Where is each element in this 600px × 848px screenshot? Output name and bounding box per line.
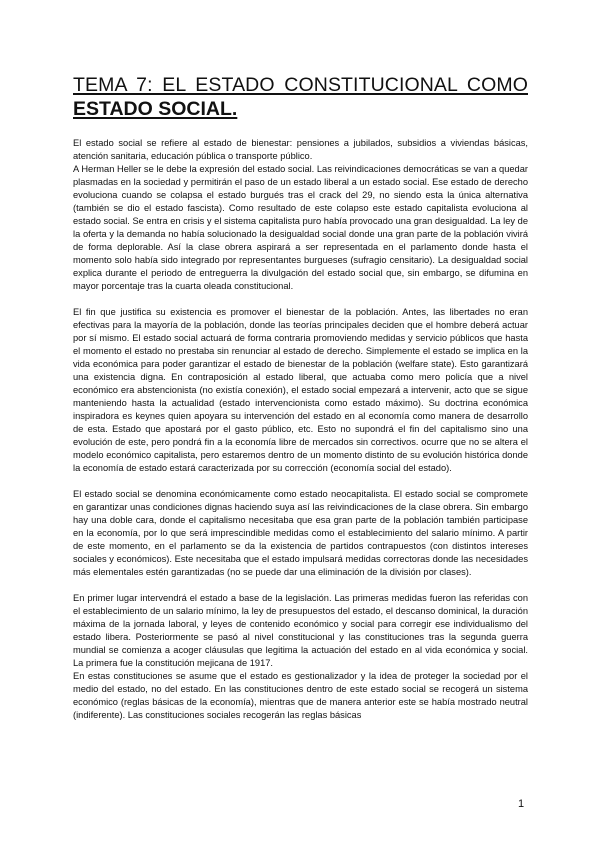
paragraph: En primer lugar intervendrá el estado a base de la legislación. Las primeras medidas fueron las referidas con el establecimiento de un salario mínimo, la ley de presupuestos del estado, el descanso dominical, la duración máxima de la jornada laboral, y leyes de contenido económico y social para corregir ese individualismo del estado libera. Posteriormente se pasó al nivel constitucional y las constituciones tras la segunda guerra mundial se comienza a acoger cláusulas que legitima la actuación del estado en al vida económica y social. La primera fue la constitución mejicana de 1917.	[73, 593, 528, 668]
paragraph: El estado social se refiere al estado de bienestar: pensiones a jubilados, subsidios a viviendas básicas, atención sanitaria, educación pública o transporte público.	[73, 138, 528, 161]
page-number: 1	[518, 798, 525, 810]
paragraph: El fin que justifica su existencia es promover el bienestar de la población. Antes, las libertades no eran efectivas para la mayoría de la población, donde las teorías principales deciden que el hombre deberá actuar por sí mismo. El estado social actuará de forma contraria promoviendo medidas y servicio públicos que hasta el momento el estado no prestaba sin renunciar al estado de derecho. Simplemente el estado se implica en la vida económica para poder garantizar el estado de bienestar de la población (welfare state). Esto garantizará una existencia digna. En contraposición al estado liberal, que actuaba como mero policía que a nivel económico era abstencionista (no existía conexión), el estado social empezará a intervenir, acto que se sigue manteniendo hasta la actualidad (estado intervencionista como estado máximo). Su doctrina económica inspiradora es keynes quien apoyara su intervención del estado en al economía como manera de desarrollo de esta. Estado que apostará por el gasto público, etc. Esto no supondrá el fin del capitalismo sino una evolución de este, pero pondrá fin a la economía libre de mercados sin correctivos. ocurre que no se altera el modelo económico capitalista, pero estaremos dentro de un momento distinto de su evolución histórica donde la economía de estado estará caracterizada por su corrección (economía social del estado).	[73, 307, 528, 473]
paragraph: El estado social se denomina económicamente como estado neocapitalista. El estado social se compromete en garantizar unas condiciones dignas haciendo suya así las reivindicaciones de la clase obrera. Sin embargo hay una doble cara, donde el capitalismo necesitaba que esa gran parte de la población también participase en la economía, por lo que será imprescindible medidas como el establecimiento del salario mínimo. A partir de este momento, en el parlamento se da la existencia de partidos contrapuestos (con distintos intereses sociales y económicos). Este necesitaba que el estado impulsará medidas correctoras donde las necesidades más elementales estén garantizadas (no se puede dar una eliminación de la división por clases).	[73, 489, 528, 577]
document-body	[73, 137, 528, 722]
page-title: TEMA 7: EL ESTADO CONSTITUCIONAL COMO	[73, 74, 528, 96]
paragraph: En estas constituciones se asume que el estado es gestionalizador y la idea de proteger la sociedad por el medio del estado, no del estado. En las constituciones dentro de este estado social se recogerá un sistema económico (reglas básicas de la economía), mientras que de manera anterior este se había mostrado neutral (indiferente). Las constituciones sociales recogerán las reglas básicas	[73, 671, 528, 720]
paragraph: A Herman Heller se le debe la expresión del estado social. Las reivindicaciones democráticas se van a quedar plasmadas en la sociedad y permitirán el paso de un estado liberal a un estado social. Ese estado de derecho evoluciona cuando se colapsa el estado burgués tras el crack del 29, no siendo esta la única alternativa (también se dio el estado fascista). Como resultado de este colapso este estado capitalista evoluciona al estado social. Se entra en crisis y el sistema capitalista puro había provocado una gran desigualdad. La ley de la oferta y la demanda no había solucionado la desigualdad social donde una gran parte de la población vivirá de forma deplorable. Así la clase obrera aspirará a ser representada en el parlamento donde hasta el momento solo había sido integrado por representantes burgueses (sufragio censitario). La desigualdad social explica durante el periodo de entreguerra la divulgación del estado social que, sin embargo, se difumina en mayor porcentaje tras la cuarta oleada constitucional.	[73, 164, 528, 291]
page-title-continued: ESTADO SOCIAL.	[73, 98, 238, 120]
